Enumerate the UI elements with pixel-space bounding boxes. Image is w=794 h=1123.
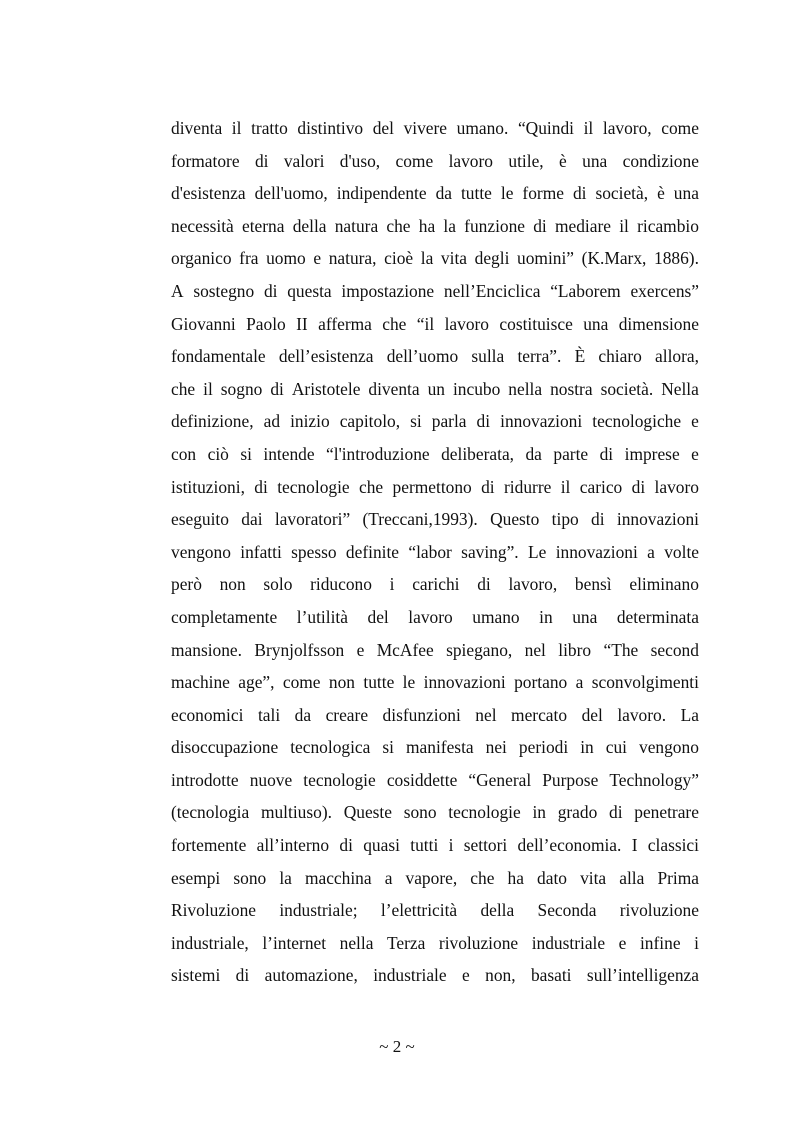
word: fortemente <box>171 835 247 856</box>
word: periodi <box>518 737 569 758</box>
text-line <box>171 471 699 504</box>
word: di <box>533 215 547 236</box>
word: non <box>328 672 355 693</box>
word: di <box>477 574 491 595</box>
word: il <box>231 118 242 138</box>
word: tratto <box>251 118 288 138</box>
text-line <box>171 177 699 210</box>
word: uomini” <box>517 248 575 269</box>
word: di <box>263 280 278 301</box>
word: imprese <box>624 443 680 464</box>
word: che <box>382 313 407 334</box>
word: organico <box>171 248 232 269</box>
word: lavoro, <box>602 118 652 138</box>
word: tipo <box>551 509 579 530</box>
word: di <box>254 476 268 497</box>
word: 1886). <box>654 248 699 269</box>
word: vengono <box>639 737 699 758</box>
word: definite <box>345 541 400 562</box>
word: una <box>572 606 598 627</box>
word: a <box>384 867 393 888</box>
word: in <box>580 737 594 758</box>
word: della <box>292 215 327 236</box>
word: di <box>339 835 353 856</box>
word: nei <box>485 737 507 758</box>
word: vita <box>580 867 607 888</box>
word: indipendente <box>336 183 427 204</box>
word: del <box>372 118 394 138</box>
word: afferma <box>318 313 372 334</box>
word: nel <box>475 704 497 725</box>
word: intende <box>263 443 315 464</box>
word: McAfee <box>376 639 434 660</box>
word: innovazioni <box>423 672 506 693</box>
word: Aristotele <box>291 378 361 399</box>
text-line <box>171 796 699 829</box>
word: però <box>171 574 202 595</box>
word: chiaro <box>598 346 642 367</box>
word: impostazione <box>341 280 435 301</box>
word: e <box>313 248 322 269</box>
word: cioè <box>384 248 414 269</box>
word: tali <box>257 704 281 725</box>
word: che <box>470 867 495 888</box>
word: la <box>443 215 456 236</box>
word: fondamentale <box>171 346 266 367</box>
word: a <box>575 672 584 693</box>
word: il <box>203 378 213 399</box>
word: natura, <box>328 248 377 269</box>
word: parla <box>431 411 467 432</box>
word: bensì <box>574 574 612 595</box>
word: saving”. <box>461 541 519 562</box>
word: multiuso). <box>260 802 332 823</box>
word: disfunzioni <box>382 704 461 725</box>
text-line <box>171 210 699 243</box>
word: sostegno <box>193 280 255 301</box>
word: Questo <box>490 509 540 530</box>
text-line <box>171 699 699 732</box>
word: mercato <box>511 704 568 725</box>
word: libro <box>558 639 592 660</box>
word: l’utilità <box>296 606 348 627</box>
text-line <box>171 568 699 601</box>
text-line <box>171 927 699 960</box>
word: i <box>448 835 454 856</box>
word: tutte <box>460 183 492 204</box>
word: sogno <box>220 378 263 399</box>
word: lavoro <box>654 476 699 497</box>
word: del <box>367 606 389 627</box>
word: necessità <box>171 215 234 236</box>
word: (Treccani,1993). <box>362 509 478 530</box>
word: mansione. <box>171 639 242 660</box>
word: di <box>476 411 491 432</box>
text-line <box>171 666 699 699</box>
word: nella <box>339 932 374 953</box>
text-line <box>171 829 699 862</box>
word: innovazioni <box>500 411 583 432</box>
word: sistemi <box>171 965 221 986</box>
word: che <box>171 378 196 399</box>
word: La <box>680 704 699 725</box>
word: dell’esistenza <box>278 346 374 367</box>
word: sull’intelligenza <box>586 965 699 986</box>
word: cosiddette <box>386 769 458 790</box>
word: come <box>661 118 699 138</box>
word: distintivo <box>297 118 364 138</box>
word: penetrare <box>634 802 699 823</box>
word: ciò <box>207 443 229 464</box>
word: ridurre <box>504 476 552 497</box>
word: introdotte <box>171 769 239 790</box>
word: di <box>270 378 284 399</box>
word: quasi <box>363 835 400 856</box>
word: basati <box>530 965 572 986</box>
word: Giovanni <box>171 313 236 334</box>
word: l’internet <box>262 932 327 953</box>
word: in <box>539 606 553 627</box>
word: si <box>382 737 394 758</box>
word: (K.Marx, <box>581 248 647 269</box>
text-line <box>171 308 699 341</box>
word: vita <box>440 248 467 269</box>
word: classici <box>647 835 699 856</box>
word: determinata <box>616 606 699 627</box>
word: sulla <box>471 346 505 367</box>
word: i <box>694 932 699 953</box>
word: completamente <box>171 606 278 627</box>
word: terra”. <box>517 346 562 367</box>
text-line <box>171 894 699 927</box>
word: Seconda <box>537 900 597 921</box>
word: lavoro, <box>508 574 558 595</box>
word: dai <box>241 509 263 530</box>
word: “General <box>468 769 532 790</box>
text-line <box>171 340 699 373</box>
word: rivoluzione <box>619 900 699 921</box>
word: tutte <box>363 672 395 693</box>
word: di <box>235 965 250 986</box>
word: ad <box>263 411 281 432</box>
word: “Quindi <box>517 118 574 138</box>
word: con <box>171 443 197 464</box>
word: il <box>619 215 629 236</box>
word: la <box>279 867 292 888</box>
text-line <box>171 862 699 895</box>
word: economici <box>171 704 244 725</box>
text-line <box>171 503 699 536</box>
word: umano <box>472 606 520 627</box>
word: nell’Enciclica <box>443 280 541 301</box>
word: mediare <box>554 215 611 236</box>
word: Nella <box>661 378 699 399</box>
word: parte <box>553 443 589 464</box>
word: utile, <box>508 150 544 171</box>
word: una <box>673 183 699 204</box>
word: umano. <box>456 118 509 138</box>
word: l’elettricità <box>380 900 458 921</box>
word: age”, <box>238 672 275 693</box>
word: “Laborem <box>550 280 621 301</box>
word: tutti <box>410 835 439 856</box>
page-number: ~ 2 ~ <box>379 1037 415 1056</box>
word: “l'introduzione <box>326 443 430 464</box>
word: uomo <box>266 248 306 269</box>
word: incubo <box>452 378 501 399</box>
text-line <box>171 275 699 308</box>
word: non <box>219 574 246 595</box>
word: d'uso, <box>339 150 381 171</box>
word: manifesta <box>406 737 474 758</box>
word: (tecnologia <box>171 802 250 823</box>
word: dell’economia. <box>517 835 622 856</box>
body-paragraph <box>171 112 699 992</box>
word: spesso <box>291 541 337 562</box>
word: natura <box>334 215 379 236</box>
word: di <box>631 476 646 497</box>
word: non, <box>485 965 516 986</box>
word: Le <box>528 541 547 562</box>
word: Purpose <box>542 769 599 790</box>
text-line <box>171 112 699 145</box>
word: Terza <box>387 932 426 953</box>
word: automazione, <box>264 965 358 986</box>
word: è <box>559 150 567 171</box>
word: dell'uomo, <box>254 183 328 204</box>
word: definizione, <box>171 411 254 432</box>
word: sono <box>233 867 267 888</box>
word: funzione <box>464 215 526 236</box>
word: inizio <box>290 411 330 432</box>
word: vapore, <box>405 867 458 888</box>
word: società. <box>600 378 654 399</box>
word: lavoro. <box>617 704 667 725</box>
word: le <box>402 672 416 693</box>
word: riducono <box>310 574 372 595</box>
word: lavoro <box>448 150 493 171</box>
word: diventa <box>171 118 223 138</box>
text-line <box>171 731 699 764</box>
word: Technology” <box>609 769 699 790</box>
word: A <box>171 280 184 301</box>
word: il <box>560 476 571 497</box>
word: ha <box>507 867 524 888</box>
word: tecnologica <box>290 737 371 758</box>
word: capitolo, <box>339 411 401 432</box>
word: d'esistenza <box>171 183 246 204</box>
word: settori <box>463 835 508 856</box>
word: a <box>647 541 655 562</box>
text-line <box>171 764 699 797</box>
word: da <box>525 443 542 464</box>
word: all’interno <box>256 835 330 856</box>
word: eliminano <box>629 574 699 595</box>
word: e <box>462 965 470 986</box>
word: È <box>574 346 586 367</box>
word: costituisce <box>499 313 573 334</box>
word: che <box>386 215 411 236</box>
word: nostra <box>550 378 593 399</box>
word: i <box>389 574 395 595</box>
word: istituzioni, <box>171 476 245 497</box>
word: del <box>581 704 603 725</box>
word: nel <box>524 639 546 660</box>
word: spiegano, <box>446 639 513 660</box>
word: creare <box>325 704 369 725</box>
word: “labor <box>408 541 452 562</box>
word: carico <box>579 476 623 497</box>
word: esempi <box>171 867 221 888</box>
word: e <box>356 639 365 660</box>
word: eseguito <box>171 509 229 530</box>
word: come <box>282 672 321 693</box>
word: dimensione <box>618 313 699 334</box>
word: industriale <box>373 965 447 986</box>
word: innovazioni <box>616 509 699 530</box>
word: di <box>599 443 614 464</box>
word: industriale; <box>279 900 358 921</box>
word: sono <box>403 802 437 823</box>
word: una <box>583 313 609 334</box>
word: forme <box>522 183 564 204</box>
word: grado <box>557 802 598 823</box>
word: il <box>583 118 594 138</box>
text-line <box>171 634 699 667</box>
word: e <box>691 411 699 432</box>
word: di <box>481 476 495 497</box>
word: lavoro <box>408 606 453 627</box>
text-line <box>171 242 699 275</box>
text-line <box>171 405 699 438</box>
word: rivoluzione <box>438 932 519 953</box>
word: lavoro <box>444 313 490 334</box>
word: società, <box>595 183 649 204</box>
word: si <box>240 443 252 464</box>
word: tecnologiche <box>592 411 682 432</box>
word: lavoratori” <box>274 509 351 530</box>
text-line <box>171 601 699 634</box>
word: diventa <box>368 378 420 399</box>
word: un <box>427 378 445 399</box>
word: alla <box>619 867 645 888</box>
word: formatore <box>171 150 240 171</box>
word: exercens” <box>630 280 699 301</box>
text-line <box>171 373 699 406</box>
word: di <box>254 150 269 171</box>
word: sconvolgimenti <box>591 672 699 693</box>
word: di <box>609 802 623 823</box>
word: II <box>296 313 308 334</box>
word: dell’uomo <box>386 346 459 367</box>
word: I <box>631 835 638 856</box>
word: allora, <box>655 346 699 367</box>
word: le <box>500 183 514 204</box>
word: tecnologie <box>277 476 350 497</box>
text-line <box>171 145 699 178</box>
word: tecnologie <box>303 769 376 790</box>
word: machine <box>171 672 230 693</box>
word: disoccupazione <box>171 737 279 758</box>
text-line <box>171 536 699 569</box>
word: che <box>359 476 384 497</box>
word: deliberata, <box>441 443 515 464</box>
word: “The <box>603 639 639 660</box>
word: infine <box>639 932 681 953</box>
word: è <box>657 183 665 204</box>
word: vivere <box>403 118 448 138</box>
word: valori <box>283 150 325 171</box>
word: degli <box>474 248 510 269</box>
word: eterna <box>242 215 285 236</box>
word: da <box>294 704 312 725</box>
text-line <box>171 438 699 471</box>
word: la <box>420 248 434 269</box>
word: permettono <box>392 476 472 497</box>
word: una <box>582 150 608 171</box>
word: in <box>532 802 546 823</box>
word: fra <box>239 248 259 269</box>
word: della <box>480 900 515 921</box>
word: tecnologie <box>448 802 521 823</box>
word: macchina <box>304 867 372 888</box>
word: industriale <box>531 932 606 953</box>
word: Prima <box>657 867 699 888</box>
word: questa <box>287 280 332 301</box>
word: volte <box>664 541 699 562</box>
word: nuove <box>249 769 293 790</box>
word: e <box>618 932 627 953</box>
word: industriale, <box>171 932 249 953</box>
word: second <box>650 639 699 660</box>
word: ha <box>418 215 436 236</box>
word: ricambio <box>637 215 699 236</box>
word: solo <box>263 574 293 595</box>
word: nella <box>508 378 543 399</box>
word: carichi <box>412 574 460 595</box>
word: Rivoluzione <box>171 900 257 921</box>
word: dato <box>537 867 567 888</box>
word: si <box>410 411 422 432</box>
text-line <box>171 959 699 992</box>
word: Queste <box>343 802 392 823</box>
word: Paolo <box>246 313 286 334</box>
word: “il <box>416 313 435 334</box>
word: portano <box>514 672 568 693</box>
word: condizione <box>622 150 699 171</box>
word: come <box>395 150 434 171</box>
word: di <box>572 183 587 204</box>
word: da <box>435 183 452 204</box>
word: infatti <box>240 541 282 562</box>
word: vengono <box>171 541 231 562</box>
word: innovazioni <box>555 541 638 562</box>
word: e <box>691 443 699 464</box>
word: di <box>591 509 605 530</box>
word: Brynjolfsson <box>254 639 345 660</box>
word: cui <box>605 737 627 758</box>
